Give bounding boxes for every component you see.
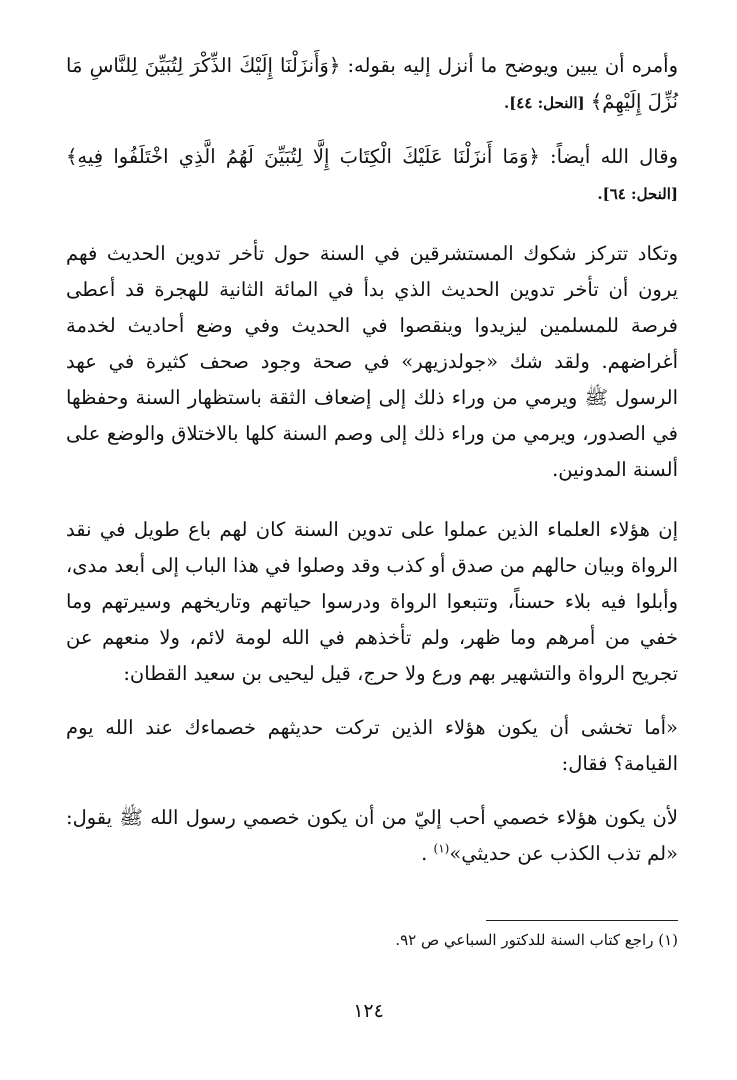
verse-2-text: وقال الله أيضاً: ﴿وَمَا أَنزَلْنَا عَلَيْكَ الْكِتَابَ إِلَّا لِتُبَيِّنَ لَهُمُ الَّذِي اخْتَلَفُوا فِيهِ﴾ <box>66 145 678 168</box>
footnote: (١) راجع كتاب السنة للدكتور السباعي ص ٩٢. <box>395 931 678 949</box>
paragraph-scholars <box>66 512 678 692</box>
page-body <box>66 48 678 872</box>
paragraph-question <box>66 710 678 782</box>
orientalists-text: وتكاد تتركز شكوك المستشرقين في السنة حول تأخر تدوين الحديث فهم يرون أن تأخر تدوين الحديث الذي بدأ في المائة الثانية للهجرة قد أعطى فرصة للمسلمين ليزيدوا وينقصوا في الحديث وفي وضع أحاديث لخدمة أغراضهم. ولقد شك «جولدزيهر» في صحة وجود صحف كثيرة في عهد الرسول ﷺ ويرمي من وراء ذلك إلى إضعاف الثقة باستظهار السنة وحفظها في الصدور، ويرمي من وراء ذلك إلى وصم السنة كلها بالاختلاق والوضع على ألسنة المدونين. <box>66 242 678 481</box>
footnote-marker[interactable]: (١) <box>433 841 450 856</box>
page-number: ١٢٤ <box>353 1000 384 1022</box>
verse-2-reference: [النحل: ٦٤]. <box>597 185 678 203</box>
question-text: «أما تخشى أن يكون هؤلاء الذين تركت حديثهم خصماءك عند الله يوم القيامة؟ فقال: <box>66 716 678 775</box>
paragraph-verse-1 <box>66 48 678 121</box>
answer-text: لأن يكون هؤلاء خصمي أحب إليّ من أن يكون خصمي رسول الله ﷺ يقول: «لم تذب الكذب عن حديثي» <box>66 806 678 865</box>
verse-1-reference: [النحل: ٤٤]. <box>503 94 585 112</box>
answer-end: . <box>421 842 434 865</box>
paragraph-answer <box>66 800 678 872</box>
footnote-divider <box>486 920 678 921</box>
scholars-text: إن هؤلاء العلماء الذين عملوا على تدوين السنة كان لهم باع طويل في نقد الرواة وبيان حالهم من صدق أو كذب وقد وصلوا في هذا الباب إلى أبعد مدى، وأبلوا فيه بلاء حسناً، وتتبعوا الرواة ودرسوا حياتهم وتاريخهم وسيرتهم وما خفي من أمرهم وما ظهر، ولم تأخذهم في الله لومة لائم، ولا منعهم عن تجريح الرواة والتشهير بهم ورع ولا حرج، قيل ليحيى بن سعيد القطان: <box>66 518 678 685</box>
paragraph-verse-2 <box>66 139 678 212</box>
verse-1-text: وأمره أن يبين ويوضح ما أنزل إليه بقوله: ﴿وَأَنزَلْنَا إِلَيْكَ الذِّكْرَ لِتُبَيِّنَ لِلنَّاسِ مَا نُزِّلَ إِلَيْهِمْ﴾ <box>66 54 678 113</box>
paragraph-orientalists <box>66 236 678 488</box>
